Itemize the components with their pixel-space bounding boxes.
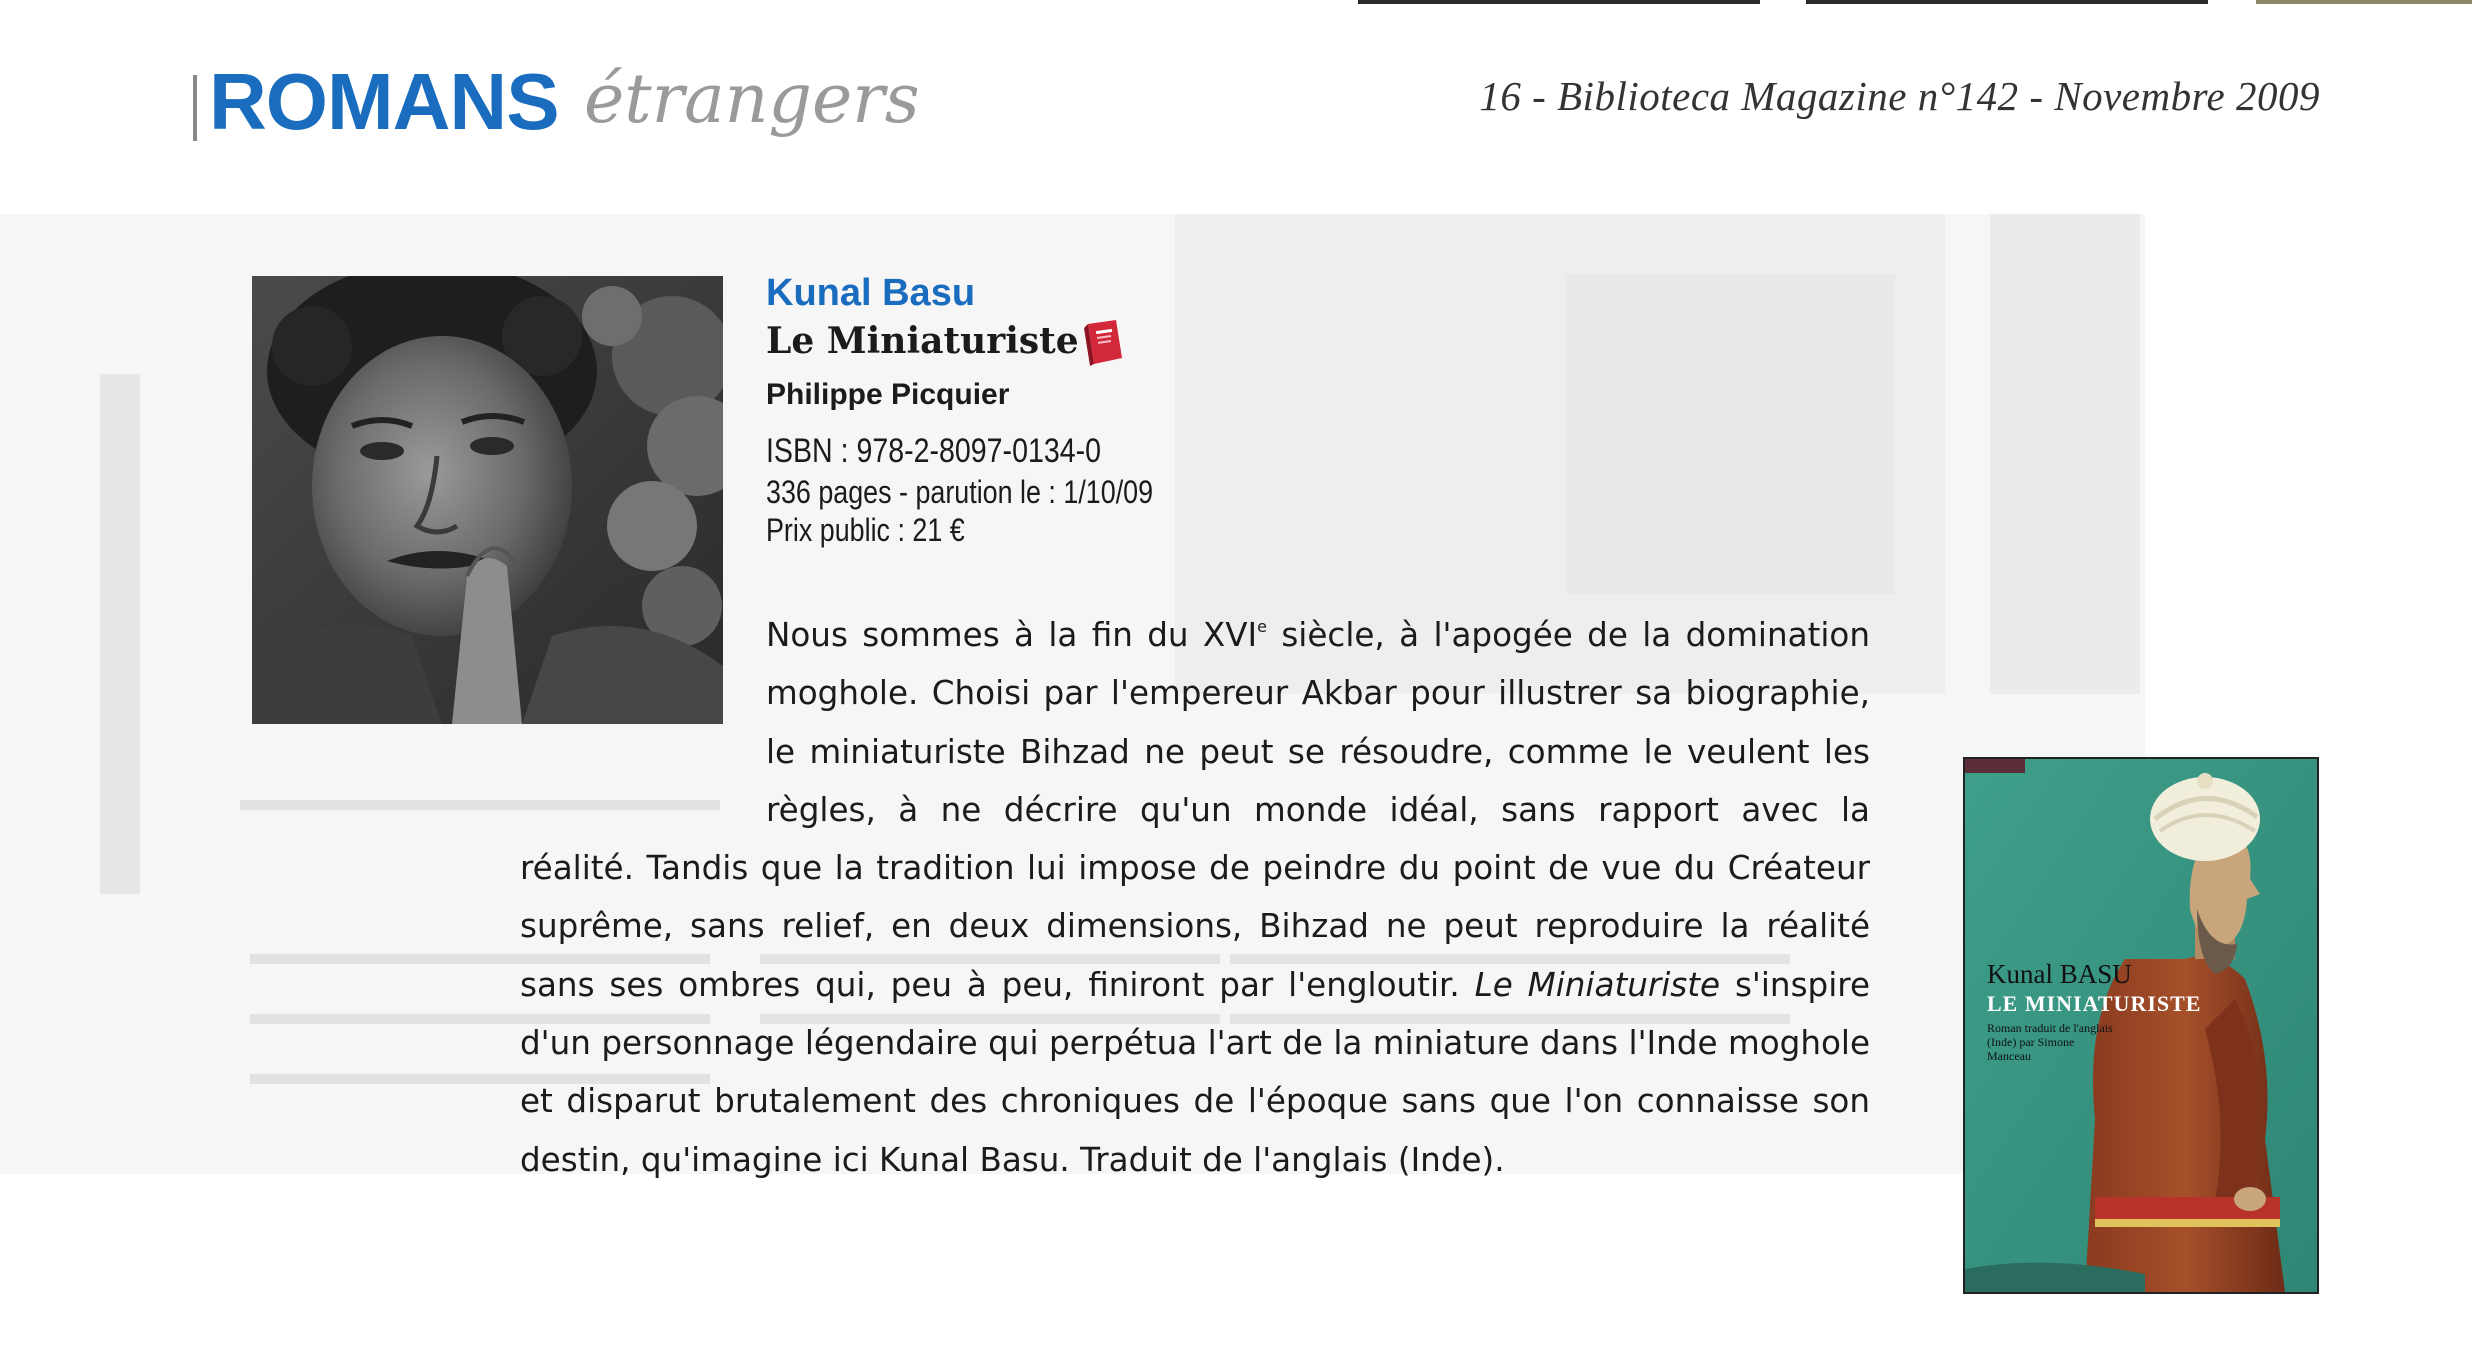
top-edge-strip: [1358, 0, 1760, 4]
public-price: Prix public : 21 €: [766, 512, 965, 548]
cover-author: Kunal BASU: [1987, 959, 2132, 989]
isbn: ISBN : 978-2-8097-0134-0: [766, 432, 1102, 470]
text-wrap-spacer: [520, 606, 766, 781]
book-title: Le Miniaturiste: [766, 320, 1079, 362]
show-through-block: [1990, 214, 2140, 694]
cover-translation-note: Roman traduit de l'anglais (Inde) par Simone Manceau: [1987, 1021, 2113, 1063]
century-superscript: e: [1257, 617, 1267, 636]
page-count-and-release: 336 pages - parution le : 1/10/09: [766, 474, 1154, 510]
cover-title: LE MINIATURISTE: [1987, 991, 2202, 1016]
review-text-part: siècle, à l'apogée de la domination moghole. Choisi par l'empereur Akbar pour illustrer sa biographie, le miniaturiste Bihzad ne peut se résoudre, comme le veulent les règles, à ne décrire qu'un monde idéal, sans rapport avec la réalité. Tandis que la tradition lui impose de peindre du point de vue du Créateur suprême, sans relief, en deux dimensions, Bihzad ne peut reproduire la réalité sans ses ombres qui, peu à peu, finiront par l'engloutir.: [520, 616, 1871, 1004]
review-text-part: s'inspire d'un personnage légendaire qui perpétua l'art de la miniature dans l'Inde moghole et disparut brutalement des chroniques de l'époque sans que l'on connaisse son destin, qu'imagine ici Kunal Basu. Traduit de l'anglais (Inde).: [520, 965, 1870, 1179]
publisher: Philippe Picquier: [766, 378, 1010, 411]
page-folio: 16 - Biblioteca Magazine n°142 - Novembre 2009: [1479, 73, 2320, 119]
top-edge-strip: [2256, 0, 2472, 4]
book-cover: [1963, 757, 2319, 1294]
review-book-title-italic: Le Miniaturiste: [1474, 965, 1721, 1004]
review-text: [520, 606, 1870, 1189]
book-icon: [1082, 318, 1126, 368]
author-name: Kunal Basu: [766, 272, 976, 314]
review-text-part: Nous sommes à la fin du XVI: [766, 616, 1258, 654]
show-through-block: [1565, 274, 1895, 594]
section-title: ROMANS: [209, 57, 559, 146]
section-subtitle: étrangers: [584, 60, 920, 139]
show-through-text: [100, 374, 140, 894]
top-edge-strip: [1806, 0, 2208, 4]
header-rule: [193, 75, 197, 141]
